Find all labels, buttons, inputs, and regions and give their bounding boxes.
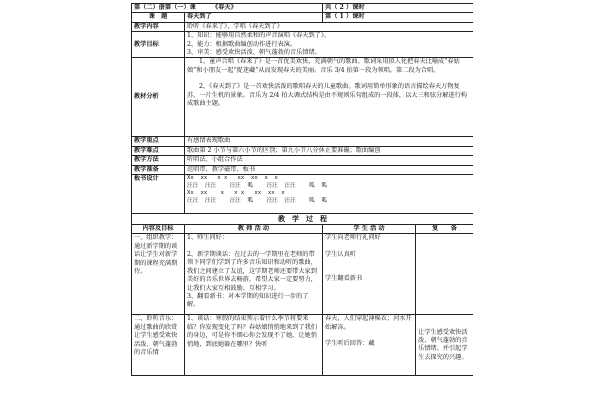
key-point-value: 有感情表现歌曲 [185, 137, 474, 146]
rhythm-line: Xx xx x x xx xx x x [187, 175, 278, 182]
content-label: 教学内容 [132, 22, 185, 31]
board-value [185, 175, 474, 214]
topic-value: 春天到了 [185, 13, 323, 22]
process-row-2 [132, 315, 474, 376]
method-value: 听唱法、小组合作法 [185, 156, 474, 165]
goal-item: 1、知识：能够用自然柔和的声音演唱《春天到了》。 [187, 32, 331, 40]
goals-label: 教学目标 [132, 32, 185, 58]
content-row [132, 22, 474, 31]
process-header-row [132, 225, 474, 234]
difficulty-row [132, 146, 474, 155]
col-header-teacher: 教 师 活 动 [185, 225, 323, 234]
analysis-value [185, 58, 474, 137]
topic-row [132, 13, 474, 22]
analysis-paragraph-2: 2、《春天到了》是一首欢快活泼的歌唱春天的儿童歌曲。歌词用简单形象的语言描绘春天万物复苏，一片生机的景象。音乐为 2/4 拍大调式结构是由不规则乐句组成的一段体，以大三和弦分解进行构成歌曲主题。 [187, 83, 467, 108]
goal-cell: 一、组织教学：通过新学期的谈话让学生对新学期的课程充满期待。 [132, 234, 185, 315]
header-row [132, 4, 474, 13]
goal-item: 2、能力：根据歌曲编创动作进行表演。 [187, 40, 297, 48]
analysis-label: 教材分析 [132, 58, 185, 137]
method-label: 教学方法 [132, 156, 185, 165]
lyric-line: 汪汪 汪汪 汪汪 呱 汪汪 汪汪 呱 呱 [187, 182, 328, 189]
note-cell: 让学生感受欢快活泼、朝气蓬勃的音乐情绪。并引起学生去探究的兴趣。 [416, 315, 473, 376]
difficulty-label: 教学难点 [132, 146, 185, 155]
goal-cell: 二、聆听音乐：通过歌曲的欣赏让学生感受欢快活泼、朝气蓬勃的音乐情 [132, 315, 185, 376]
student-step: 学生翻看新书 [325, 275, 363, 283]
prep-label: 教学准备 [132, 165, 185, 174]
total-lessons: 共（ 2 ）课时 [323, 4, 473, 13]
teacher-step: 2、新学期谈话：在过去的一学期里在老师的带领下同学们学到了许多音乐知识和动听的歌曲，我们之间建立了友谊，这学期老师还要带大家到美好的音乐世界去畅游，希望大家一定要努力，让我们大家互相鼓励、互相学习。 [187, 250, 317, 292]
student-step: 学生听后回答：藏 [325, 340, 375, 348]
current-lesson: 第（ 1 ）课时 [323, 13, 473, 22]
teacher-step: 1、谈话：寒假的结束预示着什么季节将要来临？你发现变化了吗？春姑娘悄悄地来到了我们的身边，可是你不细心你会发现不了她，让她悄悄地，到底她躲在哪里？快听 [187, 315, 317, 348]
note-cell [416, 234, 473, 315]
process-title-row [132, 214, 474, 225]
difficulty-value: 歌曲第 2 小节与第六小节的区别；第九小节八分休止要准确；歌曲编创 [185, 146, 474, 155]
student-step: 春天，人们穿起薄棉衣；河水开始解冻。 [325, 315, 412, 331]
col-header-note: 复 备 [416, 225, 473, 234]
teacher-step: 1、师生问好： [187, 234, 229, 242]
method-row [132, 156, 474, 165]
lyric-line: 汪汪 汪汪 汪汪 呱 汪汪 汪汪 呱 呱 [187, 197, 328, 204]
key-point-label: 教学重点 [132, 137, 185, 146]
student-step: 学生向老师行礼问好 [325, 234, 381, 242]
key-point-row [132, 137, 474, 146]
content-value: 聆听《春来了》，学唱《春天到了》 [185, 22, 474, 31]
teacher-cell [185, 234, 323, 315]
volume-lesson [132, 4, 323, 13]
goals-row [132, 32, 474, 58]
col-header-goal: 内容及目标 [132, 225, 185, 234]
board-row [132, 175, 474, 214]
teacher-step: 3、翻看新书：对本学期的知识进行一步的了解。 [187, 292, 309, 309]
prep-row [132, 165, 474, 174]
goal-item: 3、审美：感受欢快活泼、朝气蓬勃的音乐情绪。 [187, 49, 321, 57]
lesson-plan-table [131, 3, 473, 376]
rhythm-line: Xx xx x x x xx xx x [187, 190, 285, 197]
analysis-row [132, 58, 474, 137]
analysis-paragraph-1: 1、童声合唱《春来了》是一首优美欢快，充满朝气的歌曲。歌词采用拟人化把春天比喻成“春姑娘”和小朋友一起“捉迷藏”从而发现春天的美丽。音乐 3/4 拍第一段为领唱，第二段为合唱。 [187, 58, 460, 74]
student-cell [323, 234, 416, 315]
teacher-cell [185, 315, 323, 376]
unit-title: 《春天》 [212, 4, 237, 11]
student-step: 学生认真听 [325, 250, 356, 258]
process-title: 教 学 过 程 [132, 214, 474, 225]
volume-text: 第（二）册第（一）课 [134, 4, 196, 11]
goals-value [185, 32, 474, 58]
lesson-plan-page [131, 3, 473, 400]
col-header-student: 学 生 活 动 [323, 225, 416, 234]
topic-label: 课 题 [132, 13, 185, 22]
prep-value: 范唱带、教学磁带、板书 [185, 165, 474, 174]
board-label: 板书设计 [132, 175, 185, 214]
student-cell [323, 315, 416, 376]
process-row-1 [132, 234, 474, 315]
